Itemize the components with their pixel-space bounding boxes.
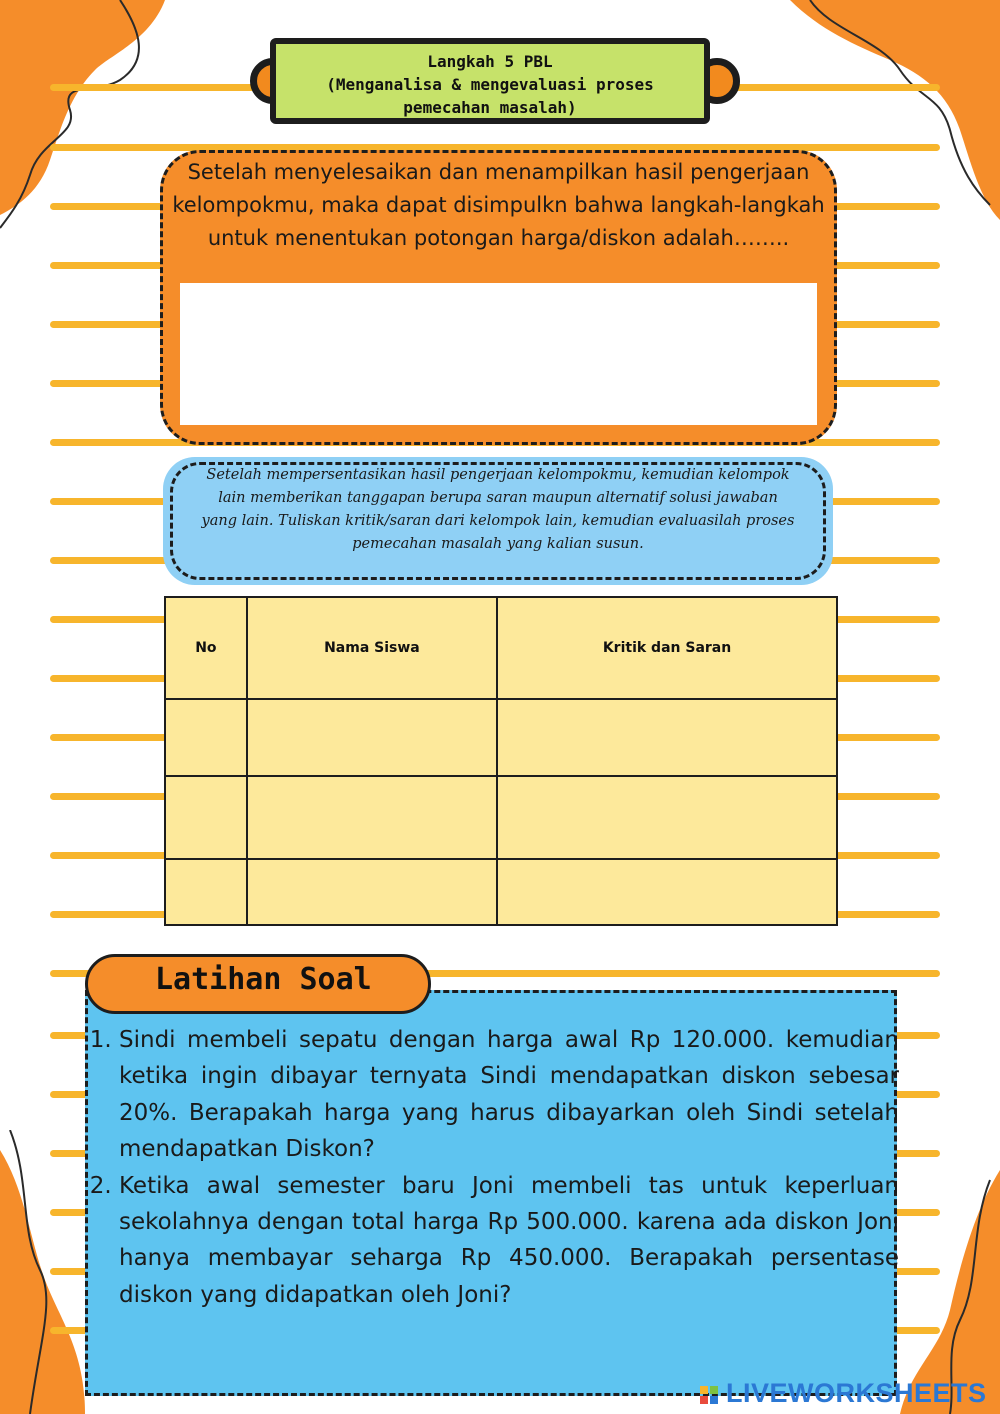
header-nama-siswa: Nama Siswa: [247, 597, 497, 699]
header-kritik-saran: Kritik dan Saran: [497, 597, 837, 699]
watermark-text: LIVEWORKSHEETS: [726, 1378, 987, 1408]
question-item: 1. Sindi membeli sepatu dengan harga awal Rp 120.000. kemudian ketika ingin dibayar ternyata Sindi mendapatkan diskon sebesar 20%. Berapakah harga yang harus dibayarkan oleh Sindi setelah mendapatkan Diskon?: [119, 1022, 899, 1168]
cell-nama-siswa[interactable]: [247, 776, 497, 859]
cell-nama-siswa[interactable]: [247, 859, 497, 925]
cell-kritik-saran[interactable]: [497, 859, 837, 925]
conclusion-prompt: Setelah menyelesaikan dan menampilkan hasil pengerjaan kelompokmu, maka dapat disimpulkn bahwa langkah-langkah untuk menentukan potongan harga/diskon adalah……..: [172, 160, 825, 250]
header-line-3: pemecahan masalah): [403, 98, 577, 117]
table-header-row: [165, 597, 837, 699]
question-item: 2. Ketika awal semester baru Joni membeli tas untuk keperluan sekolahnya dengan total harga Rp 500.000. karena ada diskon Joni hanya membayar seharga Rp 450.000. Berapakah persentase diskon yang didapatkan oleh Joni?: [119, 1168, 899, 1314]
conclusion-answer-field[interactable]: [180, 283, 817, 425]
header-line-2: (Menganalisa & mengevaluasi proses: [326, 75, 654, 94]
liveworksheets-logo-icon: [700, 1386, 718, 1404]
question-list: [92, 1022, 899, 1313]
cell-kritik-saran[interactable]: [497, 699, 837, 776]
cell-no[interactable]: [165, 859, 247, 925]
cell-nama-siswa[interactable]: [247, 699, 497, 776]
table-row: [165, 776, 837, 859]
instruction-text: Setelah mempersentasikan hasil pengerjaan kelompokmu, kemudian kelompok lain memberikan tanggapan berupa saran maupun alternatif solusi jawaban yang lain. Tuliskan kritik/saran dari kelompok lain, kemudian evaluasilah proses pemecahan masalah yang kalian susun.: [201, 467, 795, 552]
cell-kritik-saran[interactable]: [497, 776, 837, 859]
header-line-1: Langkah 5 PBL: [427, 52, 553, 71]
table-row: [165, 859, 837, 925]
step-header-banner: [270, 38, 710, 124]
exercise-title: Latihan Soal: [155, 962, 372, 997]
cell-no[interactable]: [165, 699, 247, 776]
header-no: No: [165, 597, 247, 699]
feedback-table: [164, 596, 838, 926]
table-row: [165, 699, 837, 776]
cell-no[interactable]: [165, 776, 247, 859]
liveworksheets-watermark: [700, 1378, 987, 1409]
